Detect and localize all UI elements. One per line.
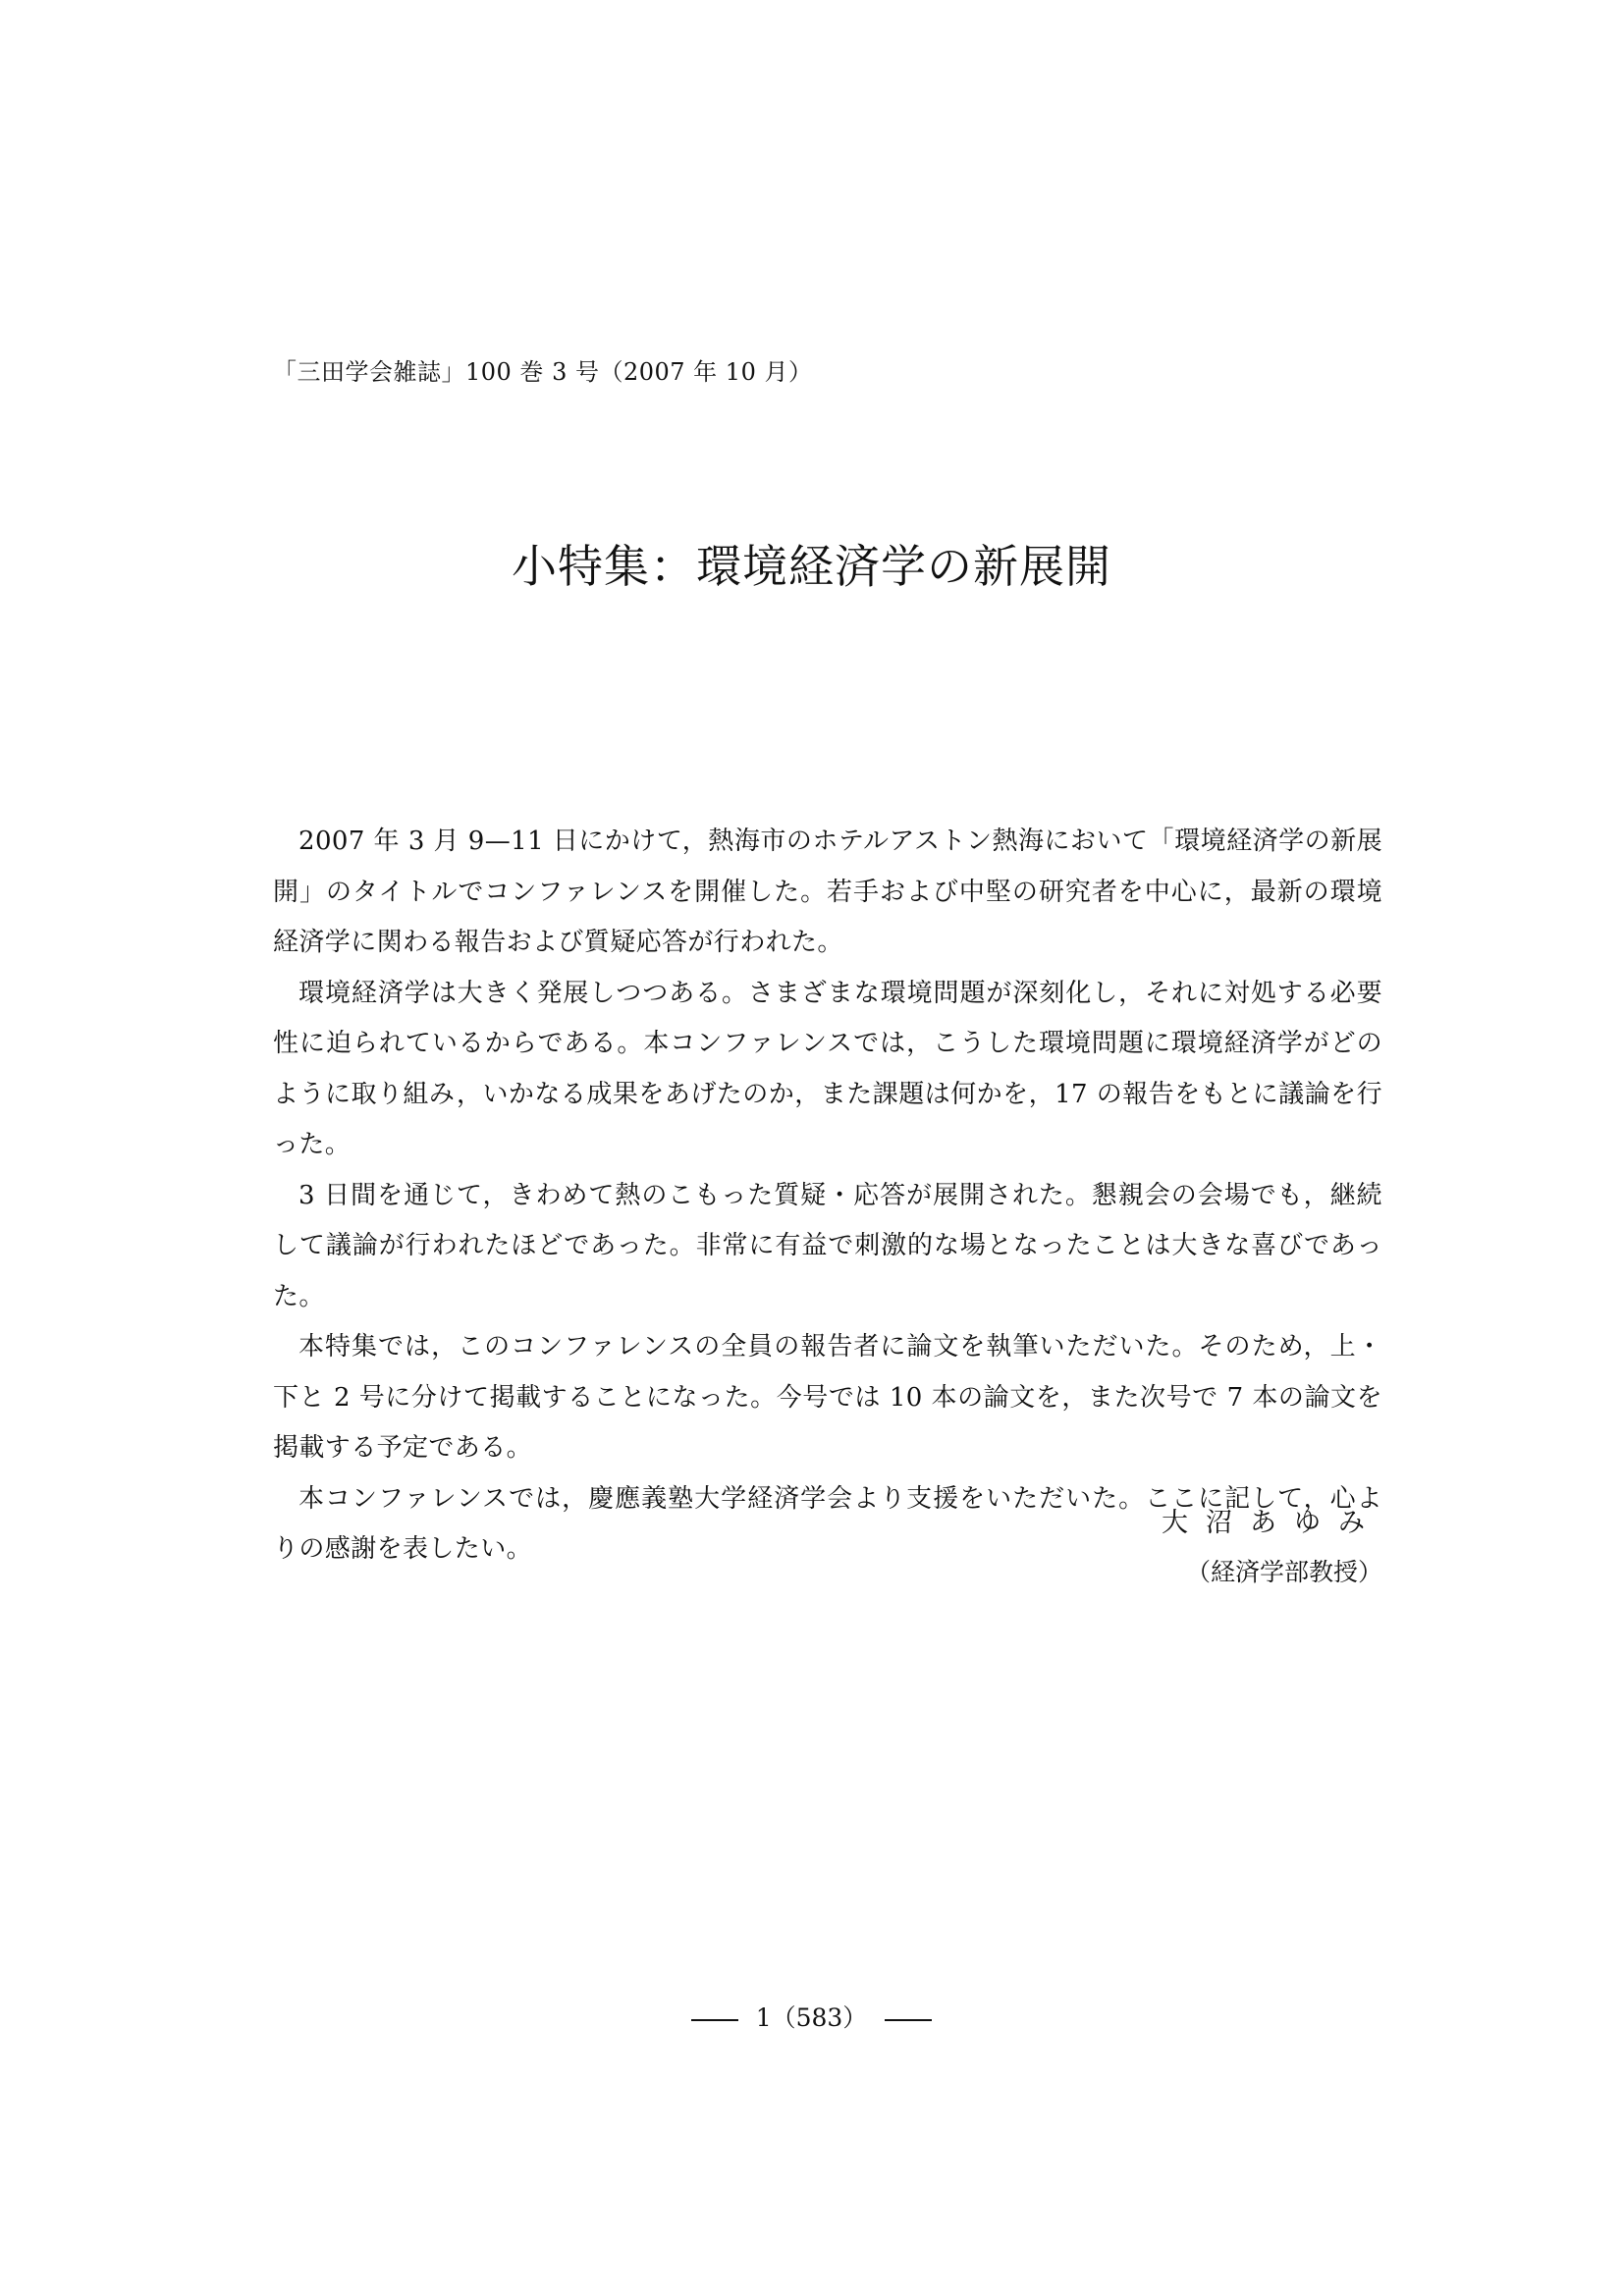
- page-footer: [0, 2001, 1623, 2036]
- running-head: 「三田学会雑誌」100 巻 3 号（2007 年 10 月）: [273, 358, 813, 386]
- paragraph-1: 2007 年 3 月 9—11 日にかけて，熱海市のホテルアストン熱海において「環境経済学の新展開」のタイトルでコンファレンスを開催した。若手および中堅の研究者を中心に，最新の環境経済学に関わる報告および質疑応答が行われた。: [273, 827, 1382, 957]
- right-dash-divider: [885, 2019, 932, 2021]
- left-dash-divider: [691, 2019, 738, 2021]
- page-number: 1（583）: [755, 2003, 868, 2032]
- author-name: 大沼あゆみ: [1162, 1508, 1382, 1538]
- paragraph-5: 本コンファレンスでは，慶應義塾大学経済学会より支援をいただいた。ここに記して，心よりの感謝を表したい。: [273, 1483, 1382, 1564]
- paragraph-2: 環境経済学は大きく発展しつつある。さまざまな環境問題が深刻化し，それに対処する必要性に迫られているからである。本コンファレンスでは，こうした環境問題に環境経済学がどのように取り組み，いかなる成果をあげたのか，また課題は何かを，17 の報告をもとに議論を行った。: [273, 978, 1382, 1159]
- signature-block: [1162, 1504, 1382, 1592]
- paragraph-3: 3 日間を通じて，きわめて熱のこもった質疑・応答が展開された。懇親会の会場でも，継続して議論が行われたほどであった。非常に有益で刺激的な場となったことは大きな喜びであった。: [273, 1180, 1382, 1311]
- body-text: [273, 817, 1382, 1575]
- page-title: 小特集：環境経済学の新展開: [512, 540, 1111, 593]
- paragraph-4: 本特集では，このコンファレンスの全員の報告者に論文を執筆いただいた。そのため，上・下と 2 号に分けて掲載することになった。今号では 10 本の論文を，また次号で 7 本の論文を掲載する予定である。: [273, 1332, 1382, 1463]
- author-affiliation: （経済学部教授）: [1185, 1558, 1382, 1586]
